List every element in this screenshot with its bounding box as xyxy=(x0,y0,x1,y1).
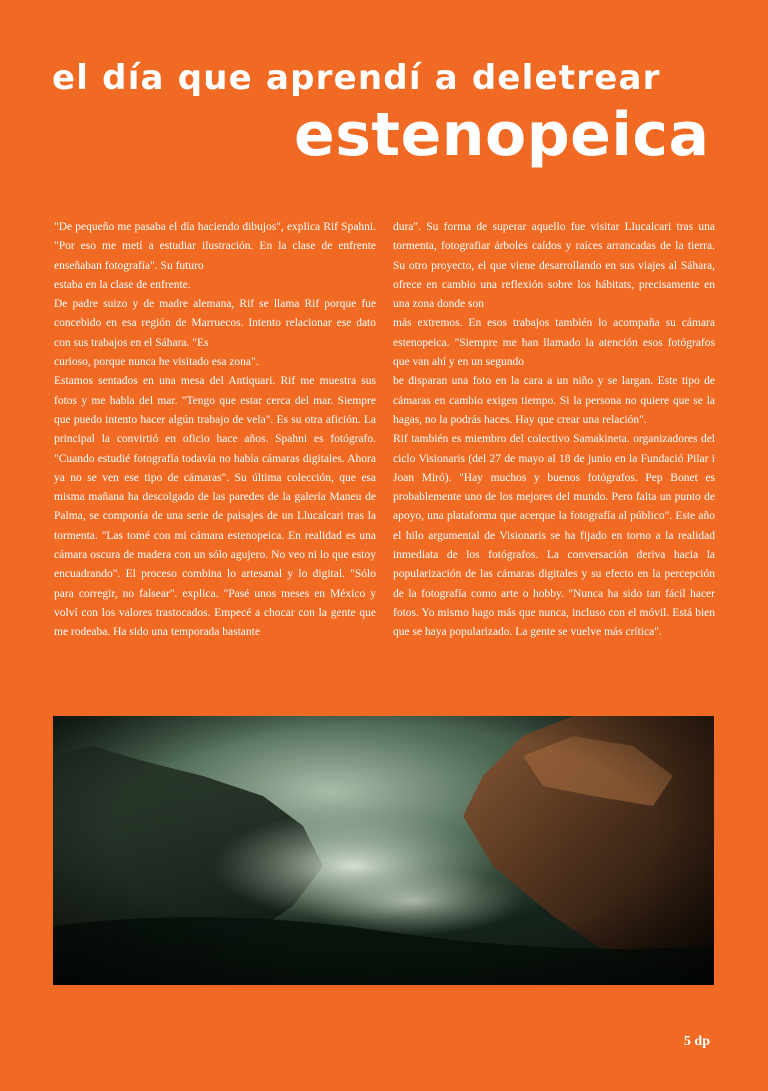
vignette xyxy=(53,716,714,985)
paragraph: Rif también es miembro del colectivo Samakineta. organizadores del ciclo Visionaris (del 27 de mayo al 18 de junio en la Fundació Pilar i Joan Miró). "Hay muchos y buenos fotógrafos. Pep Bonet es probablemente uno de los mejores del mundo. Pero falta un punto de apoyo, una plataforma que acerque la fotografía al público". Este año el hilo argumental de Visionaris se ha fijado en torno a la realidad inmediata de los fotógrafos. La conversación deriva hacia la popularización de las cámaras digitales y su efecto en la percepción de la fotografía como arte o hobby. "Nunca ha sido tan fácil hacer fotos. Yo mismo hago más que nunca, incluso con el móvil. Está bien que se haya popularizado. La gente se vuelve más crítica". xyxy=(393,433,715,639)
paragraph: dura". Su forma de superar aquello fue visitar Llucalcari tras una tormenta, fotografiar árboles caídos y raíces arrancadas de la tierra. Su otro proyecto, el que viene desarrollando en sus viajes al Sáhara, ofrece en cambio una reflexión sobre los hábitats, precisamente en una zona donde son xyxy=(393,221,715,311)
title-line-2: estenopeica xyxy=(294,100,710,170)
article-left-column xyxy=(54,218,376,643)
title-line-1: el día que aprendí a deletrear xyxy=(52,58,661,98)
paragraph: Estamos sentados en una mesa del Antiquari. Rif me muestra sus fotos y me habla del mar. "Tengo que estar cerca del mar. Siempre que puedo intento hacer algún trabajo de vela". Es su otra afición. La principal la convirtió en oficio hace años. Spahni es fotógrafo. "Cuando estudié fotografía todavía no había cámaras digitales. Ahora ya no se ven ese tipo de cámaras". Su última colección, que esa misma mañana ha descolgado de las paredes de la galería Maneu de Palma, se componía de una serie de paisajes de un Llucalcari tras la tormenta. "Las tomé con mi cámara estenopeica. En realidad es una cámara oscura de madera con un sólo agujero. No veo ni lo que estoy encuadrando". El proceso combina lo artesanal y lo digital. "Sólo para corregir, no falsear". explica. "Pasé unos meses en México y volví con los valores trastocados. Empecé a chocar con la gente que me rodeaba. Ha sido una temporada bastante xyxy=(54,375,376,639)
page-number: 5 dp xyxy=(683,1034,710,1049)
paragraph: más extremos. En esos trabajos también lo acompaña su cámara estenopeica. "Siempre me han llamado la atención esos fotógrafos que van ahí y en un segundo xyxy=(393,317,715,369)
seascape-image xyxy=(53,716,714,985)
paragraph: De padre suizo y de madre alemana, Rif se llama Rif porque fue concebido en esa región de Marruecos. Intento relacionar ese dato con sus trabajos en el Sáhara. "Es xyxy=(54,298,376,349)
paragraph: curioso, porque nunca he visitado esa zona". xyxy=(54,356,259,369)
paragraph: be disparan una foto en la cara a un niño y se largan. Este tipo de cámaras en cambio exigen tiempo. Si la persona no quiere que se la hagas, no la podrás haces. Hay que crear una relación". xyxy=(393,375,715,426)
paragraph: "De pequeño me pasaba el día haciendo dibujos", explica Rif Spahni. "Por eso me metí a estudiar ilustración. En la clase de enfrente enseñaban fotografía". Su futuro xyxy=(54,221,376,272)
pinhole-seascape-photo xyxy=(53,716,714,985)
paragraph: estaba en la clase de enfrente. xyxy=(54,278,191,291)
article-right-column xyxy=(393,218,715,643)
